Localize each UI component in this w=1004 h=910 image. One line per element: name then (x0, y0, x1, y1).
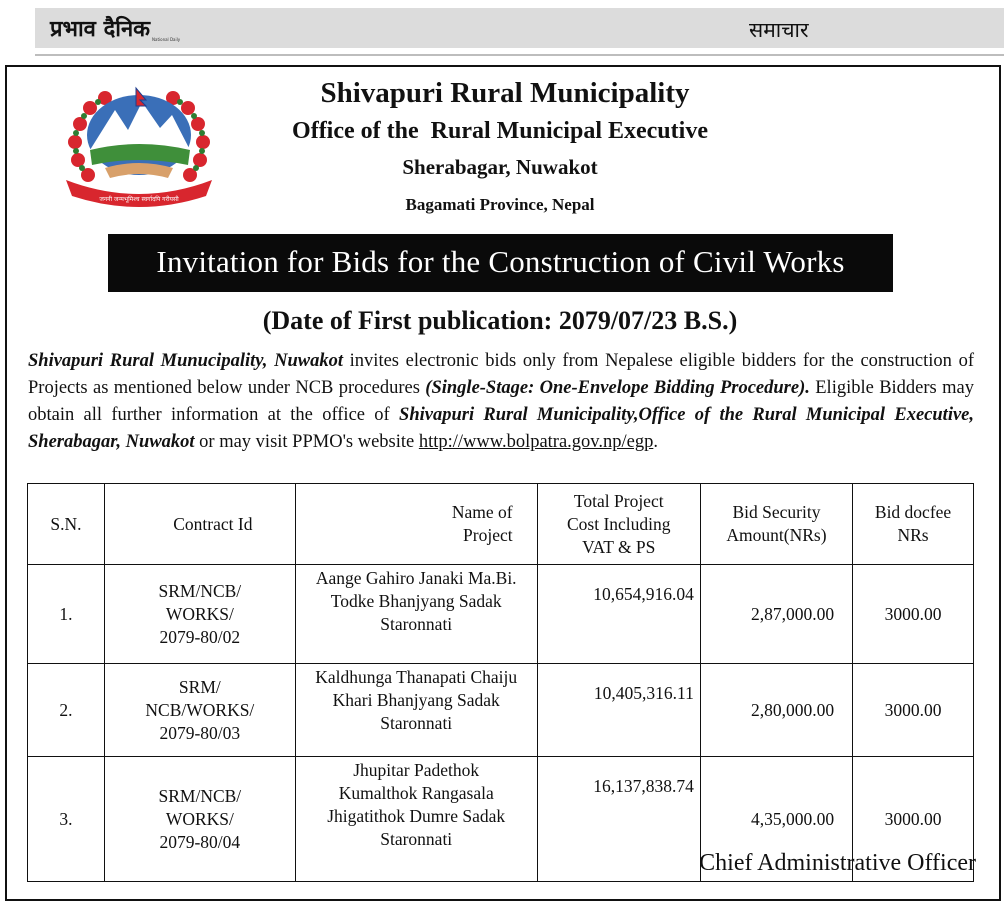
nepal-emblem-icon (60, 80, 218, 210)
svg-text:जननी जन्मभूमिश्च स्वर्गादपि गर: जननी जन्मभूमिश्च स्वर्गादपि गरीयसी (99, 196, 179, 203)
header-contract-id: Contract Id (104, 484, 295, 565)
cell-contract-id: SRM/NCB/ WORKS/ 2079-80/02 (104, 565, 295, 664)
header-project-name: Name of Project (295, 484, 537, 565)
cell-contract-id: SRM/NCB/ WORKS/ 2079-80/04 (104, 757, 295, 882)
table-header-row (28, 484, 974, 565)
cell-bid-docfee: 3000.00 (853, 757, 974, 882)
cell-sn: 3. (28, 757, 105, 882)
intro-text-2: Eligible Bidders may obtain all further information at the office of (28, 378, 974, 425)
cell-bid-security: 4,35,000.00 (700, 757, 852, 882)
table-row (28, 565, 974, 664)
newspaper-name: प्रभाव दैनिक (50, 17, 151, 42)
intro-bold-municipality: Shivapuri Rural Munucipality, Nuwakot (28, 351, 343, 371)
cell-bid-security: 2,87,000.00 (700, 565, 852, 664)
office-name: Office of the Rural Municipal Executive (292, 118, 708, 144)
province: Bagamati Province, Nepal (405, 195, 595, 214)
bids-table (27, 483, 974, 882)
notice-title: Invitation for Bids for the Construction of Civil Works (108, 234, 893, 292)
cell-sn: 2. (28, 664, 105, 757)
intro-text-1: invites electronic bids only from Nepalese eligible bidders for the construction of Projects as mentioned below under NCB procedures (28, 351, 974, 398)
cell-bid-docfee: 3000.00 (853, 664, 974, 757)
cell-bid-docfee: 3000.00 (853, 565, 974, 664)
cell-project-name: Kaldhunga Thanapati Chaiju Khari Bhanjyang Sadak Staronnati (295, 664, 537, 757)
cell-project-name: Aange Gahiro Janaki Ma.Bi. Todke Bhanjyang Sadak Staronnati (295, 565, 537, 664)
cell-project-name: Jhupitar Padethok Kumalthok Rangasala Jhigatithok Dumre Sadak Staronnati (295, 757, 537, 882)
header-divider (35, 54, 1004, 56)
municipality-name: Shivapuri Rural Municipality (320, 77, 690, 109)
newspaper-header (35, 8, 1004, 48)
intro-text-3: or may visit PPMO's website (194, 432, 419, 452)
office-address: Sherabagar, Nuwakot (402, 155, 598, 179)
table-row (28, 664, 974, 757)
newspaper-section: समाचार (749, 18, 809, 42)
header-project-cost: Total Project Cost Including VAT & PS (537, 484, 700, 565)
intro-paragraph (28, 348, 974, 456)
cell-sn: 1. (28, 565, 105, 664)
newspaper-subtitle: National Daily (152, 37, 181, 42)
signatory-title: Chief Administrative Officer (699, 850, 976, 876)
cell-bid-security: 2,80,000.00 (700, 664, 852, 757)
cell-project-cost: 16,137,838.74 (537, 757, 700, 882)
cell-project-cost: 10,405,316.11 (537, 664, 700, 757)
header-sn: S.N. (28, 484, 105, 565)
publication-date: (Date of First publication: 2079/07/23 B.S.) (262, 306, 738, 335)
ppmo-website-link[interactable]: http://www.bolpatra.gov.np/egp (418, 432, 654, 452)
intro-bold-procedure: (Single-Stage: One-Envelope Bidding Procedure). (425, 378, 810, 398)
intro-bold-office: Shivapuri Rural Municipality,Office of the Rural Municipal Executive, Sherabagar, Nuwakot (28, 405, 974, 452)
intro-text-4: . (653, 432, 658, 452)
header-bid-docfee: Bid docfee NRs (853, 484, 974, 565)
cell-contract-id: SRM/ NCB/WORKS/ 2079-80/03 (104, 664, 295, 757)
header-bid-security: Bid Security Amount(NRs) (700, 484, 852, 565)
cell-project-cost: 10,654,916.04 (537, 565, 700, 664)
